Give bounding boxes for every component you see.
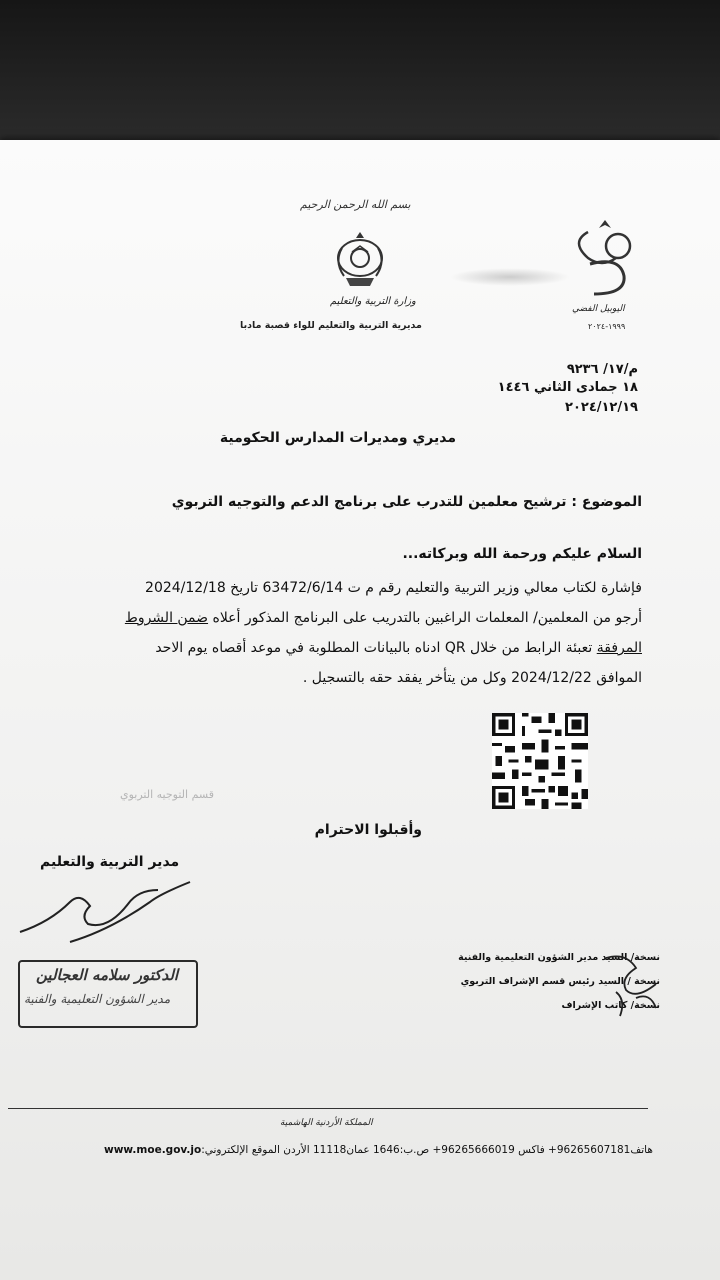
qr-code-icon (492, 712, 588, 810)
directorate-name: مديرية التربية والتعليم للواء قصبة مادبا (240, 320, 422, 331)
body-line-1: فإشارة لكتاب معالي وزير التربية والتعليم رقم م ت 63472/6/14 تاريخ 2024/12/18 (145, 580, 642, 596)
body-line-2 (125, 610, 642, 626)
footer-divider (8, 1108, 648, 1109)
body-line-3 (155, 640, 642, 656)
copy-line: نسخة/ كاتب الإشراف (561, 1000, 660, 1011)
conditions-text: ضمن الشروط (124, 610, 209, 626)
stamp-name: الدكتور سلامه العجالين (36, 966, 179, 984)
addressee: مديري ومديرات المدارس الحكومية (219, 430, 456, 446)
body-line-3-text: تعبئة الرابط من خلال QR ادناه بالبيانات المطلوبة في موعد أقصاه يوم الاحد (155, 640, 597, 656)
hijri-date: ١٨ جمادى الثاني ١٤٤٦ (497, 380, 638, 395)
jubilee-label: اليوبيل الفضي (572, 304, 625, 314)
smudge-mark (450, 268, 570, 286)
copy-line: نسخة / السيد رئيس قسم الإشراف التربوي (460, 976, 660, 987)
body-line-2-text: أرجو من المعلمين/ المعلمات الراغبين بالتدريب على البرنامج المذكور أعلاه (208, 610, 642, 626)
basmala: بسم الله الرحمن الرحيم (300, 198, 411, 211)
jordan-coat-of-arms-icon (330, 228, 390, 292)
copy-line: نسخة/ السيد مدير الشؤون التعليمية والفنية (458, 952, 660, 963)
subject-line: الموضوع : ترشيح معلمين للتدرب على برنامج الدعم والتوجيه التربوي (171, 494, 642, 510)
contact-details: هاتف96265607181+ فاكس 96265666019+ ص.ب:1646 عمان11118 الأردن الموقع الإلكتروني: (201, 1144, 653, 1156)
closing-phrase: وأقبلوا الاحترام (314, 822, 422, 838)
ministry-name: وزارة التربية والتعليم (330, 296, 416, 307)
website-link[interactable]: www.moe.gov.jo (104, 1144, 202, 1156)
footer-contact (104, 1144, 653, 1156)
greeting: السلام عليكم ورحمة الله وبركاته... (402, 546, 642, 562)
signature-icon (10, 870, 200, 960)
background-surface (0, 0, 720, 150)
letter-page (0, 140, 720, 1280)
attached-text: المرفقة (596, 640, 642, 656)
body-line-4: الموافق 2024/12/22 وكل من يتأخر يفقد حقه بالتسجيل . (302, 670, 642, 686)
gregorian-date: ٢٠٢٤/١٢/١٩ (565, 400, 638, 415)
manager-title: مدير التربية والتعليم (40, 854, 180, 870)
silver-jubilee-logo-icon (560, 218, 650, 318)
initials-signature-icon (596, 948, 686, 1028)
stamp-title: مدير الشؤون التعليمية والفنية (24, 992, 171, 1006)
faded-department-stamp: قسم التوجيه التربوي (120, 788, 214, 801)
kingdom-name: المملكة الأردنية الهاشمية (280, 1118, 373, 1128)
reference-number: م/١٧/ ٩٢٣٦ (566, 362, 638, 377)
jubilee-years: ١٩٩٩-٢٠٢٤ (588, 322, 626, 331)
